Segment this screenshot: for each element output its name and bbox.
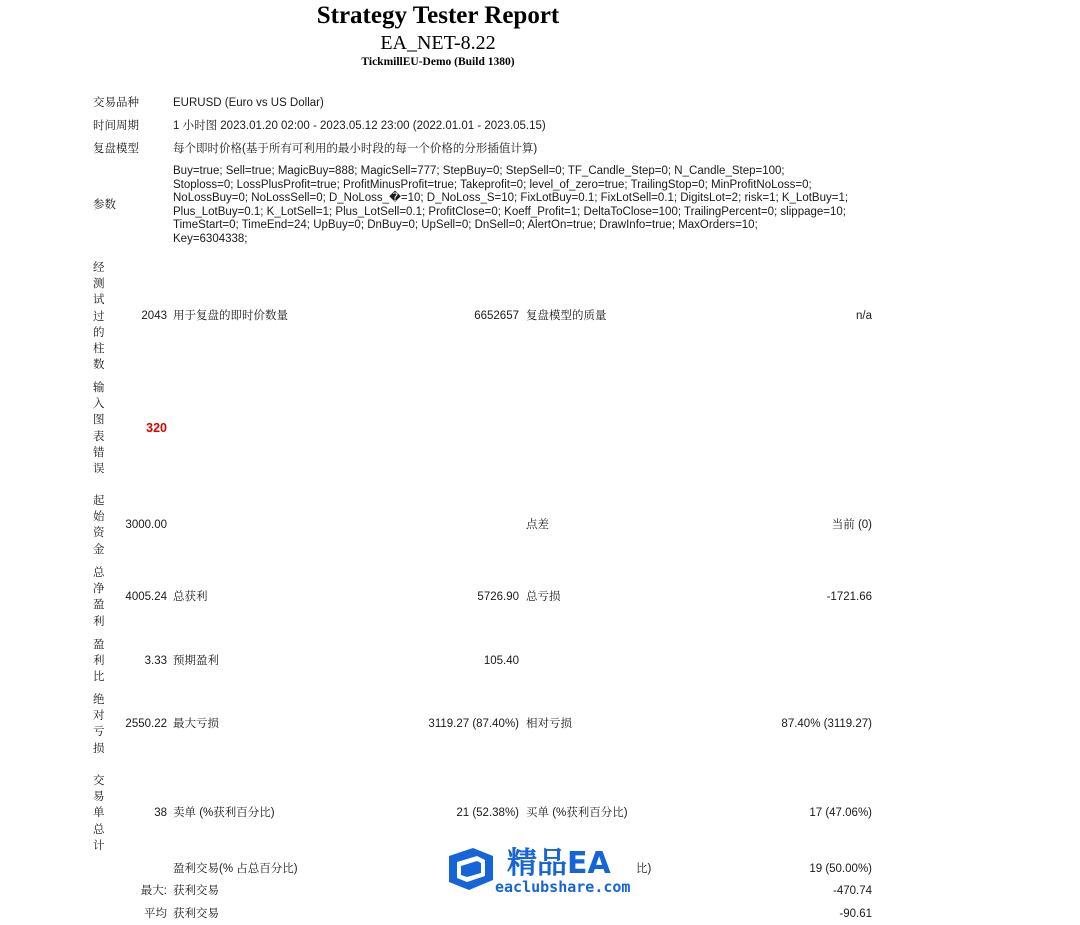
model-value: 每个即时价格(基于所有可利用的最小时段的每一个价格的分形插值计算) [173, 143, 538, 155]
net-profit-label: 总净盈利 [93, 567, 105, 628]
bars-label: 经测试过的柱数 [93, 262, 105, 372]
params-label: 参数 [93, 199, 116, 211]
profit-factor-value: 3.33 [144, 655, 167, 667]
max-drawdown-value: 3119.27 (87.40%) [428, 718, 519, 730]
watermark [445, 838, 650, 900]
net-profit-value: 4005.24 [125, 591, 167, 603]
spread-label: 点差 [526, 519, 549, 531]
average-label: 平均 [144, 908, 167, 920]
spread-value: 当前 (0) [831, 519, 872, 531]
loss-trades-value: 19 (50.00%) [809, 863, 872, 875]
gross-loss-label: 总亏损 [526, 591, 561, 603]
period-value: 1 小时图 2023.01.20 02:00 - 2023.05.12 23:00 (2022.01.01 - 2023.05.15) [173, 120, 546, 132]
errors-label: 输入图表错误 [93, 382, 105, 476]
quality-label: 复盘模型的质量 [526, 310, 607, 322]
profit-factor-label: 盈利比 [93, 639, 105, 684]
total-trades-label: 交易单总计 [93, 775, 105, 852]
largest-loss-value: -470.74 [832, 885, 872, 897]
errors-value: 320 [146, 421, 167, 435]
watermark-site: eaclubshare.com [495, 878, 631, 896]
gross-loss-value: -1721.66 [826, 591, 872, 603]
gross-profit-label: 总获利 [173, 591, 208, 603]
watermark-brand: 精品EA [507, 846, 611, 881]
ticks-value: 6652657 [474, 310, 519, 322]
short-positions-value: 21 (52.38%) [456, 807, 519, 819]
expected-payoff-value: 105.40 [483, 655, 519, 667]
long-positions-label: 买单 (%获利百分比) [526, 807, 628, 819]
symbol-label: 交易品种 [93, 97, 139, 109]
abs-drawdown-label: 绝对亏损 [93, 694, 105, 755]
ea-name: EA_NET-8.22 [380, 32, 496, 54]
long-positions-value: 17 (47.06%) [809, 807, 872, 819]
rel-drawdown-value: 87.40% (3119.27) [781, 718, 872, 730]
ticks-label: 用于复盘的即时价数量 [173, 310, 288, 322]
largest-label: 最大: [140, 885, 167, 897]
abs-drawdown-value: 2550.22 [125, 718, 167, 730]
report-title: Strategy Tester Report [316, 2, 560, 29]
expected-payoff-label: 预期盈利 [173, 655, 219, 667]
max-drawdown-label: 最大亏损 [173, 718, 219, 730]
average-loss-value: -90.61 [839, 908, 872, 920]
deposit-label: 起始资金 [93, 495, 105, 556]
model-label: 复盘模型 [93, 143, 139, 155]
gross-profit-value: 5726.90 [477, 591, 519, 603]
params-value: Buy=true; Sell=true; MagicBuy=888; MagicSell=777; StepBuy=0; StepSell=0; TF_Candle_Step=0; N_Candle_Step=100; Stoploss=0; LossPlusProfit=true; ProfitMinusProfit=true; Takeprofit=0; level_of_zero=true; TrailingStop=0; MinProfitNoLoss=0; NoLossBuy=0; NoLossSell=0; D_NoLoss_�=10; D_NoLoss_S=10; FixLotBuy=0.1; FixLotSell=0.1; DigitsLot=2; risk=1; K_LotBuy=1; Plus_LotBuy=0.1; K_LotSell=1; Plus_LotSell=0.1; ProfitClose=0; Koeff_Profit=1; DeltaToClose=100; TrailingPercent=0; slippage=10; TimeStart=0; TimeEnd=24; UpBuy=0; DnBuy=0; UpSell=0; DnSell=0; AlertOn=true; DrawInfo=true; MaxOrders=10; Key=6304338; [173, 165, 849, 245]
total-trades-value: 38 [154, 807, 167, 819]
server-name: TickmillEU-Demo (Build 1380) [361, 56, 515, 68]
deposit-value: 3000.00 [125, 519, 167, 531]
profit-trades-label: 盈利交易(% 占总百分比) [173, 863, 298, 875]
short-positions-label: 卖单 (%获利百分比) [173, 807, 275, 819]
bars-value: 2043 [141, 310, 167, 322]
watermark-logo-icon [447, 846, 495, 896]
loss-trades-label-suffix: 比) [636, 863, 652, 875]
average-profit-label: 获利交易 [173, 908, 219, 920]
rel-drawdown-label: 相对亏损 [526, 718, 572, 730]
largest-profit-label: 获利交易 [173, 885, 219, 897]
period-label: 时间周期 [93, 120, 139, 132]
symbol-value: EURUSD (Euro vs US Dollar) [173, 97, 324, 109]
quality-value: n/a [856, 310, 872, 322]
